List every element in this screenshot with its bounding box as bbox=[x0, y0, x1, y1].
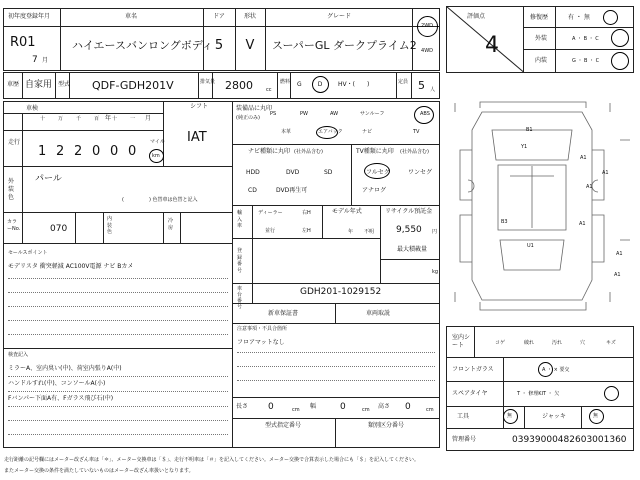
color-no-value: 070 bbox=[50, 224, 68, 234]
equip-item: サンルーフ bbox=[360, 111, 385, 117]
capacity: 5 bbox=[418, 79, 425, 92]
capacity-label: 定員 bbox=[398, 79, 409, 85]
mileage-digit: 2 bbox=[56, 144, 65, 159]
seat-item: 破れ bbox=[524, 340, 535, 346]
tv-label: TV種類に丸印 bbox=[356, 148, 394, 155]
width-unit: cm bbox=[362, 407, 370, 413]
diag-u1: U1 bbox=[527, 243, 534, 249]
inspector-line-1: ミラーA、室内臭い(中)、荷室内張りA(中) bbox=[8, 365, 122, 372]
jack-value: 無 bbox=[593, 413, 599, 419]
equip-item: TV bbox=[413, 129, 420, 135]
length-label: 長さ bbox=[236, 403, 249, 410]
equip-label: 装備品に丸印 bbox=[236, 105, 273, 112]
tools-label: 工具 bbox=[457, 413, 470, 420]
import-right: 右H bbox=[302, 210, 311, 216]
int-label: 内装 bbox=[535, 57, 548, 64]
equip-item: PS bbox=[270, 111, 277, 117]
rule-line bbox=[8, 292, 228, 293]
chassis-label: 車台番号 bbox=[237, 286, 243, 310]
diag-a1-d: A1 bbox=[579, 221, 586, 227]
reg-year: R01 bbox=[10, 35, 36, 50]
navi-dvd-play: DVD再生可 bbox=[276, 187, 308, 194]
diag-a1-f: A1 bbox=[614, 272, 621, 278]
model-year-value: 不明 bbox=[364, 229, 375, 235]
mileage-label: 走行 bbox=[8, 139, 21, 146]
seat-label: 室内シート bbox=[452, 334, 471, 350]
jack-label: ジャッキ bbox=[542, 413, 566, 420]
warranty-new-car: 新車保証書 bbox=[268, 310, 299, 317]
inspector-line-3: Fバンパー下面A有、Fガラス飛び石(中) bbox=[8, 395, 114, 402]
rule-line bbox=[8, 306, 228, 307]
max-load-label: 最大積載量 bbox=[397, 246, 428, 253]
shape-label: 形状 bbox=[243, 13, 257, 20]
navi-dvd: DVD bbox=[286, 169, 300, 176]
tv-fullseg: フルセグ bbox=[366, 169, 390, 176]
rule-line bbox=[8, 278, 228, 279]
int-grades: G ・ B ・ C bbox=[572, 58, 600, 64]
exterior-value: パール bbox=[35, 174, 62, 184]
front-glass-options: A ・ × 要交 bbox=[542, 367, 570, 373]
height-value: 0 bbox=[405, 402, 411, 412]
fuel-label: 燃料 bbox=[280, 79, 291, 85]
rule-line bbox=[237, 352, 435, 353]
model-code: QDF-GDH201V bbox=[92, 79, 174, 92]
cc-unit: cc bbox=[266, 87, 272, 93]
grade: スーパーGL ダークプライム2 bbox=[272, 39, 417, 52]
mileage-digit: 2 bbox=[74, 144, 83, 159]
sales-point-text: モデリスタ 衝突軽減 AC100V電源 ナビ Bカメ bbox=[8, 263, 134, 270]
model-label: 型式 bbox=[58, 81, 71, 88]
rule-line bbox=[237, 366, 435, 367]
shape: V bbox=[245, 38, 255, 53]
recycle-value: 9,550 bbox=[396, 225, 422, 235]
unit-km: km bbox=[152, 153, 160, 159]
use-value: 自家用 bbox=[25, 80, 53, 90]
mgmt-label: 管理番号 bbox=[452, 436, 477, 443]
footer-line-1: 走行距離の記号欄にはメーター改ざん車は「＊」、メーター交換車は「＄」、走行不明車は「＃」を記入してください。メーター交換で合算表示した場合にも「＄」を記入してください。 bbox=[4, 457, 420, 463]
diag-a1-c: A1 bbox=[602, 170, 609, 176]
equip-item: 本革 bbox=[281, 129, 292, 135]
rule-line bbox=[8, 391, 228, 392]
navi-cd: CD bbox=[248, 187, 257, 194]
exterior-label: 外装色 bbox=[8, 178, 15, 201]
chassis-value: GDH201-1029152 bbox=[300, 287, 382, 297]
diag-a1-b: A1 bbox=[586, 184, 593, 190]
drive-4wd: 4WD bbox=[421, 48, 433, 54]
digit-label: 一 bbox=[130, 116, 136, 122]
length-value: 0 bbox=[268, 402, 274, 412]
int-c-circle bbox=[611, 52, 629, 70]
digit-label: 万 bbox=[58, 116, 64, 122]
import-dealer: ディーラー bbox=[258, 210, 283, 216]
reg-year-label: 初年度登録年月 bbox=[8, 13, 51, 20]
repair-options: 有 ・ 無 bbox=[568, 14, 590, 21]
warranty-manual: 車両取説 bbox=[366, 310, 391, 317]
navi-hdd: HDD bbox=[246, 169, 260, 176]
door-label: ドア bbox=[213, 13, 225, 20]
spare-options: T ・ 修理KIT ・ 欠 bbox=[517, 391, 560, 397]
rule-line bbox=[8, 334, 228, 335]
shift-label: シフト bbox=[190, 103, 209, 110]
width-label: 幅 bbox=[310, 403, 317, 410]
repair-none-circle bbox=[603, 10, 618, 25]
equip-item: ABS bbox=[420, 111, 430, 117]
class-label: 類別区分番号 bbox=[368, 422, 405, 429]
ext-grades: A ・ B ・ C bbox=[572, 36, 599, 42]
fuel-d: D bbox=[317, 81, 323, 88]
width-value: 0 bbox=[340, 402, 346, 412]
navi-label: ナビ種類に丸印 bbox=[248, 148, 291, 155]
seat-item: コゲ bbox=[495, 340, 506, 346]
seat-item: キズ bbox=[606, 340, 616, 346]
reg-month-unit: 月 bbox=[42, 57, 49, 64]
inspection-year: 年 bbox=[105, 115, 112, 122]
inspection-month: 月 bbox=[145, 115, 152, 122]
import-parallel: 並行 bbox=[265, 228, 276, 234]
car-diagram-icon bbox=[455, 102, 630, 310]
diag-y1: Y1 bbox=[521, 144, 528, 150]
fuel-g: G bbox=[297, 81, 302, 88]
tv-sub: (社外品含む) bbox=[400, 149, 429, 155]
fuel-hv: HV・( ) bbox=[338, 81, 370, 88]
diag-b1: B1 bbox=[526, 127, 533, 133]
equip-item: エアバック bbox=[318, 129, 343, 135]
seat-item: 汚れ bbox=[552, 340, 563, 346]
height-label: 高さ bbox=[378, 403, 391, 410]
recycle-unit: 円 bbox=[432, 229, 438, 235]
inspection-label: 車検 bbox=[26, 105, 39, 112]
color-no-label: カラーNo. bbox=[7, 219, 21, 232]
interior-color-label: 内装色 bbox=[107, 216, 113, 235]
digit-label: 十 bbox=[40, 116, 46, 122]
drive-2wd: 2WD bbox=[421, 23, 433, 29]
rule-line bbox=[8, 320, 228, 321]
displacement: 2800 bbox=[225, 79, 253, 92]
abs-circle bbox=[414, 106, 434, 124]
inspector-line-2: ハンドルすれ(中)、コンソールA(小) bbox=[8, 380, 106, 387]
equip-item: ナビ bbox=[362, 129, 373, 135]
unit-mile: マイル bbox=[150, 139, 165, 145]
notes-text: フロアマットなし bbox=[237, 339, 285, 346]
tv-oneseg: ワンセグ bbox=[408, 169, 433, 176]
rule-line bbox=[8, 434, 228, 435]
digit-label: 百 bbox=[94, 116, 100, 122]
airbag-circle bbox=[316, 126, 338, 139]
import-label: 輸入車 bbox=[237, 210, 243, 229]
spare-none-circle bbox=[604, 386, 619, 401]
notes-label: 注意事項・不具合箇所 bbox=[237, 326, 288, 332]
use-label: 車歴 bbox=[7, 81, 20, 88]
mgmt-value: 03939000482603001360 bbox=[512, 435, 627, 445]
recycle-label: リサイクル預託金 bbox=[385, 208, 433, 215]
doors: 5 bbox=[214, 38, 224, 53]
repair-label: 修復歴 bbox=[530, 14, 549, 21]
import-left: 左H bbox=[302, 228, 311, 234]
capacity-unit: 人 bbox=[430, 87, 436, 93]
equip-sublabel: (純正のみ) bbox=[236, 115, 260, 121]
car-name: ハイエースバンロングボディ bbox=[72, 39, 213, 52]
length-unit: cm bbox=[292, 407, 300, 413]
reg-month: 7 bbox=[32, 55, 38, 65]
spare-label: スペアタイヤ bbox=[452, 390, 488, 397]
mileage-digit: 0 bbox=[92, 144, 101, 159]
inspector-label: 検査記入 bbox=[8, 352, 29, 358]
model-year-unit: 年 bbox=[348, 229, 354, 235]
equip-item: AW bbox=[330, 111, 339, 117]
car-name-label: 車名 bbox=[124, 13, 138, 20]
diag-b3: B3 bbox=[501, 219, 508, 225]
ext-label: 外装 bbox=[535, 35, 548, 42]
score-label: 評価点 bbox=[466, 13, 486, 20]
reg-no-label: 登録番号 bbox=[237, 248, 243, 274]
cold-label: 冷房 bbox=[168, 218, 174, 231]
seat-item: 穴 bbox=[580, 340, 586, 346]
model-year-label: モデル年式 bbox=[332, 208, 362, 215]
grade-label: グレード bbox=[326, 13, 352, 20]
diag-a1-e: A1 bbox=[616, 251, 623, 257]
rule-line bbox=[8, 406, 228, 407]
score-value: 4 bbox=[485, 33, 499, 58]
rule-line bbox=[8, 420, 228, 421]
front-glass-label: フロントガラス bbox=[452, 366, 494, 373]
rule-line bbox=[237, 380, 435, 381]
footer-line-2: またメーター交換の条件を満たしていないものはメーター改ざん車扱いとなります。 bbox=[4, 468, 194, 474]
ext-c-circle bbox=[611, 29, 629, 47]
equip-item: PW bbox=[300, 111, 308, 117]
digit-label: 十 bbox=[112, 116, 118, 122]
height-unit: cm bbox=[426, 407, 434, 413]
tv-analog: アナログ bbox=[362, 187, 387, 194]
mileage-digit: 0 bbox=[128, 144, 137, 159]
rule-line bbox=[8, 376, 228, 377]
navi-sd: SD bbox=[324, 169, 333, 176]
mileage-digit: 0 bbox=[110, 144, 119, 159]
navi-sub: (社外品含む) bbox=[294, 149, 323, 155]
exterior-note: ( ) 色替車は色替と記入 bbox=[122, 197, 198, 203]
digit-label: 千 bbox=[76, 116, 82, 122]
shift-value: IAT bbox=[187, 130, 207, 145]
diag-a1-a: A1 bbox=[580, 155, 587, 161]
displacement-label: 排気量 bbox=[200, 79, 216, 85]
tools-value: 無 bbox=[507, 413, 513, 419]
mileage-digit: 1 bbox=[38, 144, 47, 159]
kg-unit: kg bbox=[432, 269, 439, 275]
sales-point-label: セールスポイント bbox=[8, 250, 48, 256]
type-cert-label: 型式指定番号 bbox=[265, 422, 302, 429]
